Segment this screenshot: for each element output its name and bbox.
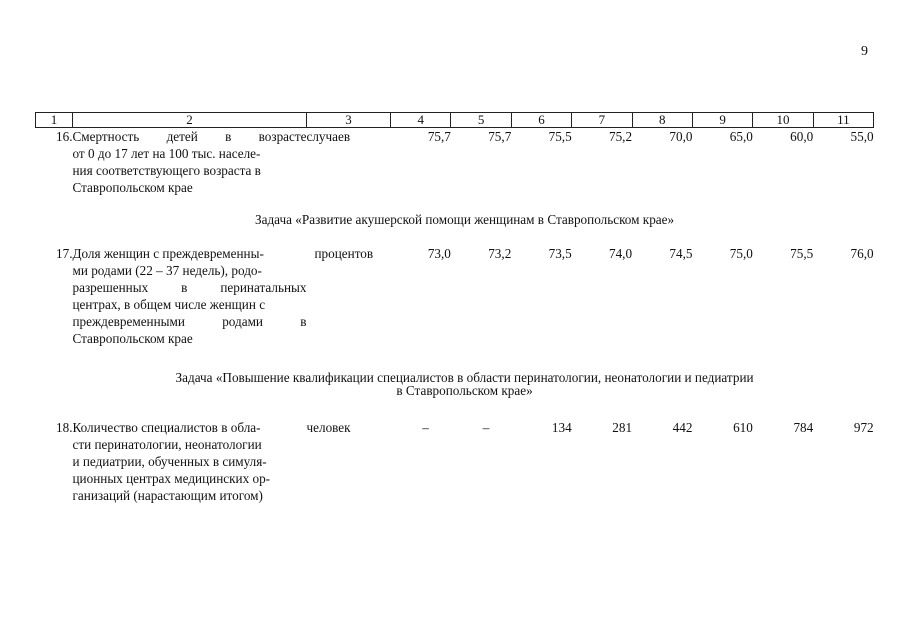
value-cell: 65,0 xyxy=(729,129,753,144)
value-cell: 70,0 xyxy=(669,129,693,144)
value-cell: 75,2 xyxy=(608,129,633,144)
table-row xyxy=(36,128,874,197)
header-cell: 8 xyxy=(632,113,692,128)
indicator-name-line: центрах, в общем числе женщин с xyxy=(72,297,266,312)
value-cell: 60,0 xyxy=(790,129,814,144)
value-cell: 73,5 xyxy=(548,246,572,261)
value-cell: 134 xyxy=(551,420,572,435)
indicator-name-line: от 0 до 17 лет на 100 тыс. населе- xyxy=(72,146,261,161)
value-cell: 76,0 xyxy=(850,246,874,261)
header-cell: 5 xyxy=(451,113,511,128)
table-row xyxy=(36,245,874,347)
value-cell: 75,5 xyxy=(548,129,572,144)
row-number: 17. xyxy=(56,246,73,261)
value-cell: 74,0 xyxy=(608,246,633,261)
header-cell: 2 xyxy=(73,113,307,128)
table-header-row xyxy=(36,113,874,128)
row-number: 16. xyxy=(56,129,73,144)
indicator-name xyxy=(73,128,307,197)
indicator-name-line: ния соответствующего возраста в xyxy=(72,163,261,178)
task-heading xyxy=(36,347,874,419)
header-cell: 9 xyxy=(692,113,752,128)
indicator-name-line: ционных центрах медицинских ор- xyxy=(72,471,271,486)
value-cell: 73,2 xyxy=(488,246,512,261)
task-heading-line: Задача «Повышение квалификации специалистов в области перинатологии, неонатологии и педиатрии xyxy=(175,370,754,385)
indicator-name xyxy=(73,245,307,347)
value-cell: 75,7 xyxy=(488,129,512,144)
header-cell: 4 xyxy=(391,113,451,128)
indicator-name-line: Ставропольском крае xyxy=(72,180,193,195)
indicator-name-line: Количество специалистов в обла- xyxy=(72,420,261,435)
unit-cell: случаев xyxy=(306,129,351,144)
value-cell: 610 xyxy=(733,420,753,435)
value-cell: 784 xyxy=(793,420,814,435)
header-cell: 11 xyxy=(813,113,873,128)
header-cell: 6 xyxy=(511,113,571,128)
value-cell: 281 xyxy=(612,420,633,435)
indicator-name-line: Доля женщин с преждевременны- xyxy=(72,246,264,261)
value-cell: – xyxy=(422,420,429,435)
header-cell: 3 xyxy=(307,113,391,128)
indicator-name-line: сти перинатологии, неонатологии xyxy=(72,437,262,452)
indicators-table xyxy=(35,112,874,504)
header-cell: 7 xyxy=(572,113,632,128)
task-heading xyxy=(36,196,874,245)
indicator-name-line: разрешенных в перинатальных xyxy=(72,280,307,295)
indicator-name-line: преждевременными родами в xyxy=(72,314,307,329)
unit-cell: человек xyxy=(306,420,351,435)
indicator-name-line: Смертность детей в возрасте xyxy=(72,129,307,144)
header-cell: 10 xyxy=(753,113,813,128)
value-cell: 442 xyxy=(672,420,693,435)
task-heading-line: Задача «Развитие акушерской помощи женщинам в Ставропольском крае» xyxy=(255,212,675,227)
value-cell: 75,0 xyxy=(729,246,753,261)
header-cell: 1 xyxy=(36,113,73,128)
indicator-name-line: и педиатрии, обученных в симуля- xyxy=(72,454,267,469)
value-cell: 972 xyxy=(853,420,874,435)
value-cell: 75,5 xyxy=(790,246,814,261)
task-row xyxy=(36,347,874,419)
page-number: 9 xyxy=(861,44,868,59)
indicator-name-line: Ставропольском крае xyxy=(72,331,193,346)
value-cell: – xyxy=(482,420,490,435)
unit-cell: процентов xyxy=(314,246,374,261)
value-cell: 75,7 xyxy=(427,129,451,144)
indicator-name-line: ми родами (22 – 37 недель), родо- xyxy=(72,263,262,278)
value-cell: 55,0 xyxy=(850,129,874,144)
value-cell: 73,0 xyxy=(427,246,451,261)
indicator-name-line: ганизаций (нарастающим итогом) xyxy=(72,488,263,503)
value-cell: 74,5 xyxy=(669,246,693,261)
task-heading-line: в Ставропольском крае» xyxy=(396,383,533,398)
table-row xyxy=(36,419,874,504)
indicator-name xyxy=(73,419,307,504)
task-row xyxy=(36,196,874,245)
row-number: 18. xyxy=(56,420,73,435)
